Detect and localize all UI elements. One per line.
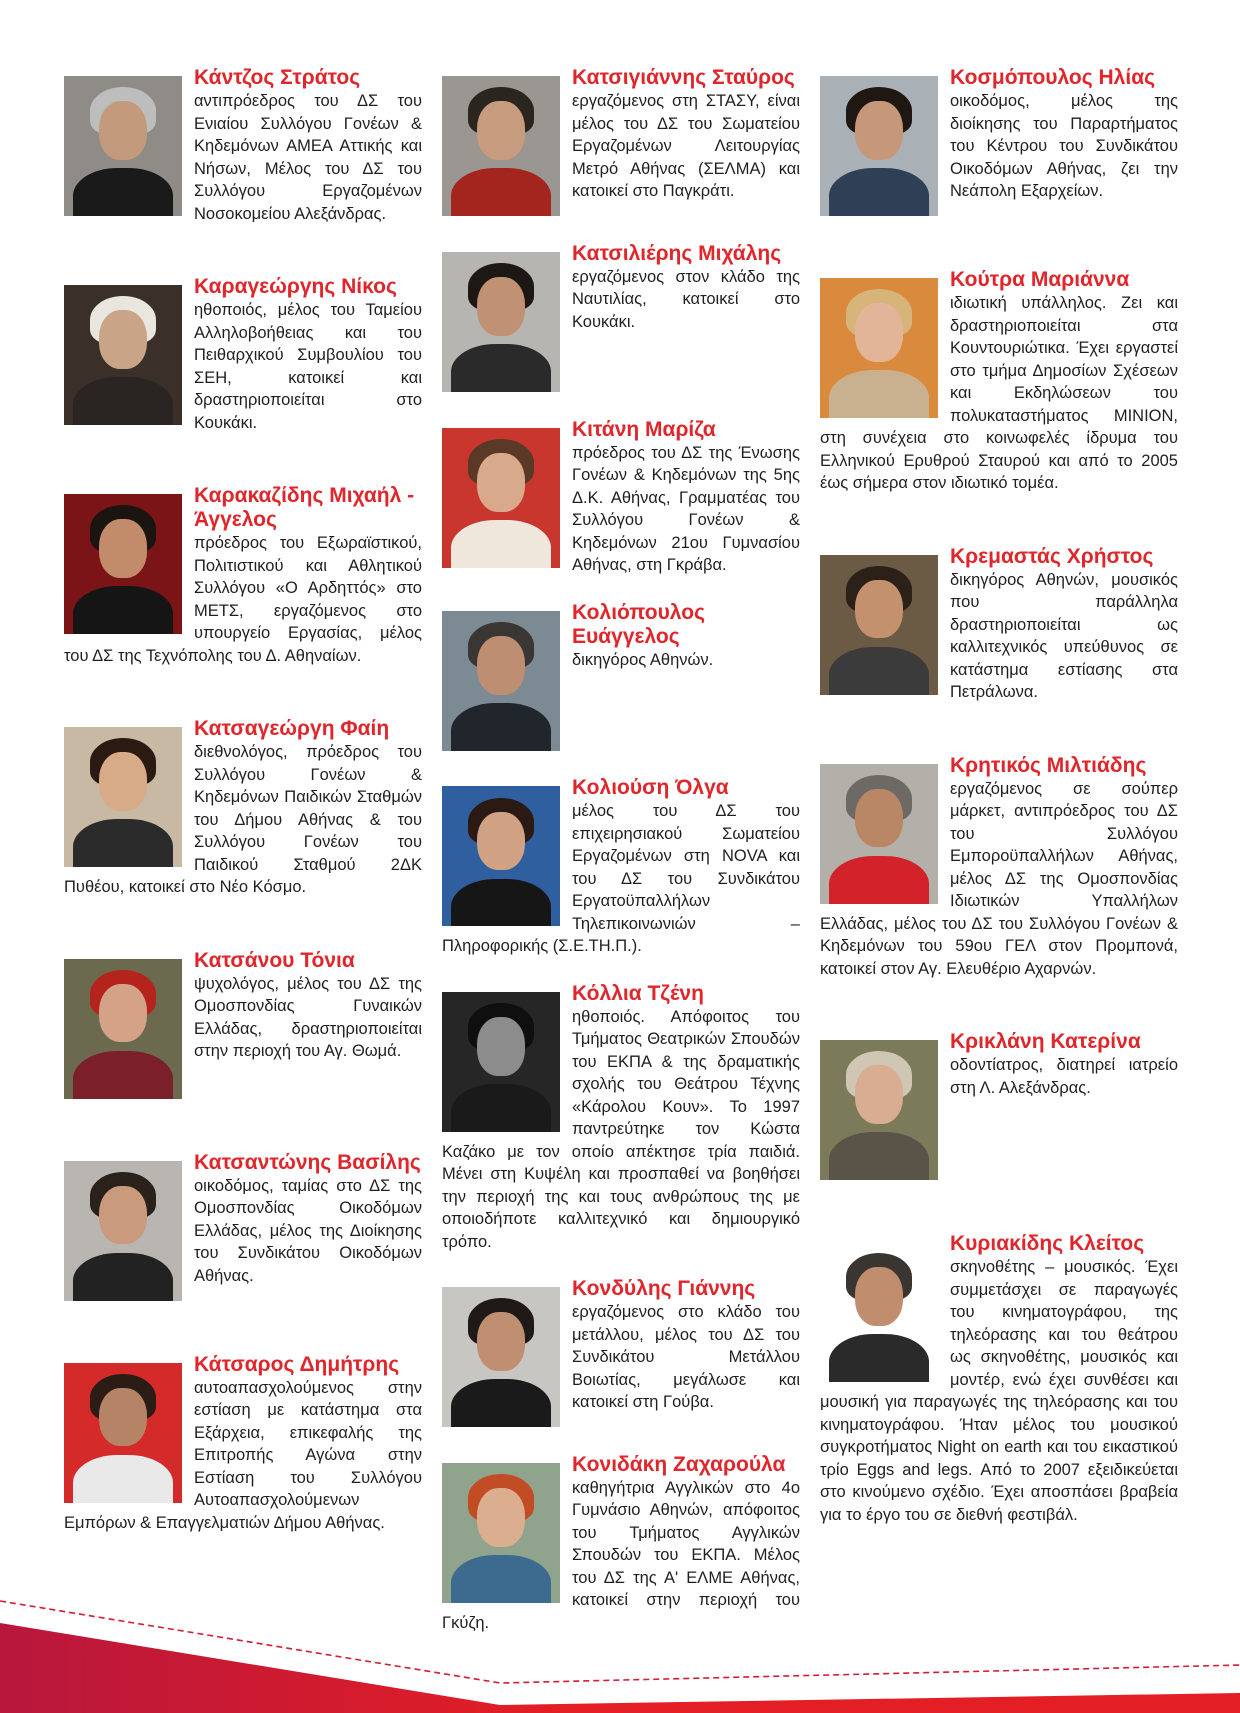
profile-photo (820, 764, 938, 904)
photo-torso (451, 879, 550, 927)
candidate-name: Κολιόπουλος Ευάγγελος (572, 600, 705, 648)
profile-photo (64, 76, 182, 216)
photo-face (855, 1267, 902, 1326)
candidate-name: Κρητικός Μιλτιάδης (950, 753, 1147, 777)
photo-face (477, 101, 524, 160)
photo-torso (829, 1132, 928, 1180)
photo-face (99, 519, 146, 578)
profile-column-left (64, 62, 422, 1534)
candidate-bio: αντιπρόεδρος του ΔΣ του Ενιαίου Συλλόγου Γονέων & Κηδεμόνων ΑΜΕΑ Αττικής και Νήσων, Μέλος του ΔΣ του Συλλόγου Εργαζομένων Νοσοκομείου Αλεξάνδρας. (194, 92, 422, 223)
photo-face (855, 303, 902, 362)
profile-entry (820, 1228, 1178, 1526)
candidate-bio: ιδιωτική υπάλληλος. Ζει και δραστηριοποιείται στα Κουντουριώτικα. Έχει εργαστεί στο τμήμα Δημοσίων Σχέσεων και Εκδηλώσεων του πολυκαταστήματος ΜΙΝΙΟΝ, στη συνέχεια στο κοινωφελές ίδρυμα του Ελληνικού Ερυθρού Σταυρού και από το 2005 έως σήμερα στον ιδιωτικό τομέα. (820, 294, 1178, 492)
photo-torso (73, 586, 172, 634)
profile-entry (820, 541, 1178, 704)
photo-torso (829, 168, 928, 216)
photo-torso (73, 1253, 172, 1301)
candidate-name: Κάντζος Στράτος (194, 66, 361, 89)
profile-entry (64, 945, 422, 1101)
photo-face (855, 1065, 902, 1124)
photo-face (477, 1312, 524, 1371)
profile-photo (64, 727, 182, 867)
photo-torso (451, 1084, 550, 1132)
candidate-bio: εργαζόμενος σε σούπερ μάρκετ, αντιπρόεδρος του ΔΣ του Συλλόγου Εμποροϋπαλλήλων Αθήνας, μέλος ΔΣ της Ομοσπονδίας Ιδιωτικών Υπαλλήλων Ελλάδας, μέλος του ΔΣ του Συλλόγου Γονέων & Κηδεμόνων του 59ου ΓΕΛ στον Προμπονά, κατοικεί στον Αγ. Ελευθέριο Αχαρνών. (820, 779, 1178, 978)
candidate-bio: οικοδόμος, μέλος της διοίκησης του Παραρτήματος του Κέντρου του Συνδικάτου Οικοδόμων Αθήνας, ζει την Νεάπολη Εξαρχείων. (950, 92, 1178, 200)
candidate-bio: εργαζόμενος στο κλάδο του μετάλλου, μέλος του ΔΣ του Συνδικάτου Μετάλλου Βοιωτίας, μεγάλωσε και κατοικεί στη Γούβα. (572, 1303, 800, 1412)
candidate-bio: ηθοποιός, μέλος του Ταμείου Αλληλοβοήθειας και του Πειθαρχικού Συμβουλίου του ΣΕΗ, κατοικεί και δραστηριοποιείται στο Κουκάκι. (194, 301, 422, 432)
candidate-name: Κολιούση Όλγα (572, 776, 729, 800)
photo-face (99, 310, 146, 369)
candidate-name: Κυριακίδης Κλείτος (950, 1232, 1145, 1255)
photo-torso (73, 168, 172, 216)
candidate-name: Κονιδάκη Ζαχαρούλα (572, 1452, 786, 1476)
photo-face (99, 101, 146, 160)
photo-face (477, 812, 524, 871)
photo-face (99, 1388, 146, 1447)
candidate-bio: οδοντίατρος, διατηρεί ιατρείο στη Λ. Αλεξάνδρας. (950, 1056, 1178, 1097)
profile-entry (64, 480, 422, 667)
bottom-band-shape (0, 1623, 1240, 1713)
candidate-name: Κατσάνου Τόνια (194, 948, 355, 972)
profile-photo (442, 1463, 560, 1603)
candidate-name: Κούτρα Μαριάννα (950, 268, 1130, 291)
profile-photo (64, 1161, 182, 1301)
profile-column-right (820, 62, 1178, 1526)
profile-entry (442, 238, 800, 394)
candidate-name: Κρικλάνη Κατερίνα (950, 1030, 1141, 1053)
profile-photo (442, 252, 560, 392)
photo-face (477, 1017, 524, 1076)
photo-face (477, 636, 524, 695)
photo-torso (451, 703, 550, 751)
profile-photo (820, 278, 938, 418)
profile-entry (64, 713, 422, 899)
photo-face (99, 984, 146, 1043)
candidate-name: Κόλλια Τζένη (572, 981, 704, 1005)
candidate-bio: διεθνολόγος, πρόεδρος του Συλλόγου Γονέων & Κηδεμόνων Παιδικών Σταθμών του Δήμου Αθήνας & του Συλλόγου Γονέων του Παιδικού Σταθμού 2ΔΚ Πυθέου, κατοικεί στο Νέο Κόσμο. (64, 743, 422, 896)
candidate-name: Κάτσαρος Δημήτρης (194, 1352, 400, 1376)
profile-entry (442, 597, 800, 753)
candidate-bio: πρόεδρος του Εξωραϊστικού, Πολιτιστικού και Αθλητικού Συλλόγου «Ο Αρδηττός» στο ΜΕΤΣ, εργαζόμενος στο υπουργείο Εργασίας, μέλος του ΔΣ της Τεχνόπολης του Δ. Αθηναίων. (64, 534, 422, 665)
profile-entry (442, 62, 800, 218)
candidate-name: Κατσιγιάννης Σταύρος (572, 66, 795, 89)
candidate-bio: δικηγόρος Αθηνών, μουσικός που παράλληλα δραστηριοποιείται ως καλλιτεχνικός υπεύθυνος σε κατάστημα εστίασης στα Πετράλωνα. (950, 570, 1178, 701)
photo-torso (451, 520, 550, 568)
profile-entry (442, 772, 800, 958)
photo-face (477, 1488, 524, 1547)
photo-torso (73, 377, 172, 425)
photo-torso (829, 1334, 928, 1382)
profile-photo (442, 992, 560, 1132)
photo-torso (829, 370, 928, 418)
profile-photo (820, 76, 938, 216)
photo-face (855, 789, 902, 848)
profile-photo (442, 76, 560, 216)
profile-entry (64, 271, 422, 434)
candidate-name: Κονδύλης Γιάννης (572, 1277, 756, 1301)
profile-entry (820, 62, 1178, 218)
profile-photo (64, 959, 182, 1099)
profile-entry (64, 62, 422, 225)
candidate-bio: αυτοαπασχολούμενος στην εστίαση με κατάστημα στα Εξάρχεια, επικεφαλής της Επιτροπής Αγώνα στην Εστίαση του Συλλόγου Αυτοαπασχολούμενων Εμπόρων & Επαγγελματιών Δήμου Αθήνας. (64, 1378, 422, 1532)
profile-photo (442, 428, 560, 568)
profile-entry (442, 414, 800, 577)
profile-photo (820, 555, 938, 695)
photo-torso (829, 647, 928, 695)
profile-photo (442, 611, 560, 751)
candidate-bio: σκηνοθέτης – μουσικός. Έχει συμμετάσχει σε παραγωγές του κινηματογράφου, της τηλεόρασης και του θεάτρου ως σκηνοθέτης, μουσικός και μοντέρ, ενώ έχει συνθέσει και μουσική για παραγωγές της τηλεόρασης και του κινηματογράφου. Ήταν μέλος του μουσικού συγκροτήματος Night on earth και του εικαστικού τρίο Eggs and legs. Από το 2007 εξειδικεύεται στο κινούμενο σχέδιο. Έχει αποσπάσει βραβεία για το έργο του σε διεθνή φεστιβάλ. (820, 1258, 1178, 1524)
candidate-bio: εργαζόμενος στον κλάδο της Ναυτιλίας, κατοικεί στο Κουκάκι. (572, 267, 800, 331)
profile-entry (64, 1349, 422, 1535)
photo-face (855, 580, 902, 639)
profile-photo (442, 786, 560, 926)
profile-entry (820, 264, 1178, 495)
photo-face (855, 101, 902, 160)
photo-torso (73, 1051, 172, 1099)
photo-torso (451, 168, 550, 216)
candidate-name: Καρακαζίδης Μιχαήλ - Άγγελος (194, 484, 415, 531)
candidate-bio: καθηγήτρια Αγγλικών στο 4ο Γυμνάσιο Αθηνών, απόφοιτος του Τμήματος Αγγλικών Σπουδών του ΕΚΠΑ. Μέλος του ΔΣ της Α' ΕΛΜΕ Αθήνας, κατοικεί στην περιοχή του Γκύζη. (442, 1478, 800, 1632)
candidate-bio: ηθοποιός. Απόφοιτος του Τμήματος Θεατρικών Σπουδών του ΕΚΠΑ & της δραματικής σχολής του Θεάτρου Τέχνης «Κάρολου Κουν». Το 1997 παντρεύτηκε τον Κώστα Καζάκο με τον οποίο απέκτησε τρία παιδιά. Μένει στη Κυψέλη και προσπαθεί να βοηθήσει την περιοχή της και τους ανθρώπους της με οποιοδήποτε καλλιτεχνικό και δημιουργικό τρόπο. (442, 1007, 800, 1251)
photo-face (477, 277, 524, 336)
profile-entry (442, 978, 800, 1254)
candidate-bio: δικηγόρος Αθηνών. (572, 650, 714, 669)
profile-photo (64, 494, 182, 634)
profile-photo (820, 1040, 938, 1180)
photo-torso (451, 1379, 550, 1427)
candidate-name: Κατσαντώνης Βασίλης (194, 1150, 421, 1174)
profile-entry (820, 1026, 1178, 1182)
profile-column-middle (442, 62, 800, 1634)
candidate-name: Κατσιλιέρης Μιχάλης (572, 241, 782, 265)
candidate-name: Κατσαγεώργη Φαίη (194, 717, 390, 740)
profile-photo (64, 1363, 182, 1503)
photo-torso (73, 1455, 172, 1503)
candidate-bio: ψυχολόγος, μέλος του ΔΣ της Ομοσπονδίας Γυναικών Ελλάδας, δραστηριοποιείται στην περιοχή του Αγ. Θωμά. (194, 974, 422, 1060)
candidate-name: Κιτάνη Μαρίζα (572, 417, 716, 441)
photo-face (99, 752, 146, 811)
decorative-bottom-band (0, 1593, 1240, 1713)
photo-face (99, 1186, 146, 1245)
photo-face (477, 453, 524, 512)
candidate-bio: πρόεδρος του ΔΣ της Ένωσης Γονέων & Κηδεμόνων της 5ης Δ.Κ. Αθήνας, Γραμματέας του Συλλόγου Γονέων & Κηδεμόνων 21ου Γυμνασίου Αθήνας, στη Γκράβα. (572, 443, 800, 575)
photo-torso (451, 344, 550, 392)
candidate-name: Καραγεώργης Νίκος (194, 275, 397, 298)
candidate-bio: μέλος του ΔΣ του επιχειρησιακού Σωματείου Εργαζομένων στη NOVA και του ΔΣ του Συνδικάτου Εργατοϋπαλλήλων Τηλεπικοινωνιών – Πληροφορικής (Σ.Ε.ΤΗ.Π.). (442, 802, 800, 956)
candidate-bio: εργαζόμενος στη ΣΤΑΣΥ, είναι μέλος του ΔΣ του Σωματείου Εργαζομένων Λειτουργίας Μετρό Αθήνας (ΣΕΛΜΑ) και κατοικεί στο Παγκράτι. (572, 92, 800, 200)
candidate-name: Κρεμαστάς Χρήστος (950, 544, 1154, 568)
candidate-bio: οικοδόμος, ταμίας στο ΔΣ της Ομοσπονδίας Οικοδόμων Ελλάδας, μέλος της Διοίκησης του Συνδικάτου Οικοδόμων Αθήνας. (194, 1176, 422, 1285)
profile-photo (64, 285, 182, 425)
profile-photo (820, 1242, 938, 1382)
photo-torso (829, 856, 928, 904)
photo-torso (73, 819, 172, 867)
profile-entry (820, 750, 1178, 981)
candidate-name: Κοσμόπουλος Ηλίας (950, 66, 1156, 89)
profile-entry (64, 1147, 422, 1303)
profile-photo (442, 1287, 560, 1427)
profile-entry (442, 1273, 800, 1429)
